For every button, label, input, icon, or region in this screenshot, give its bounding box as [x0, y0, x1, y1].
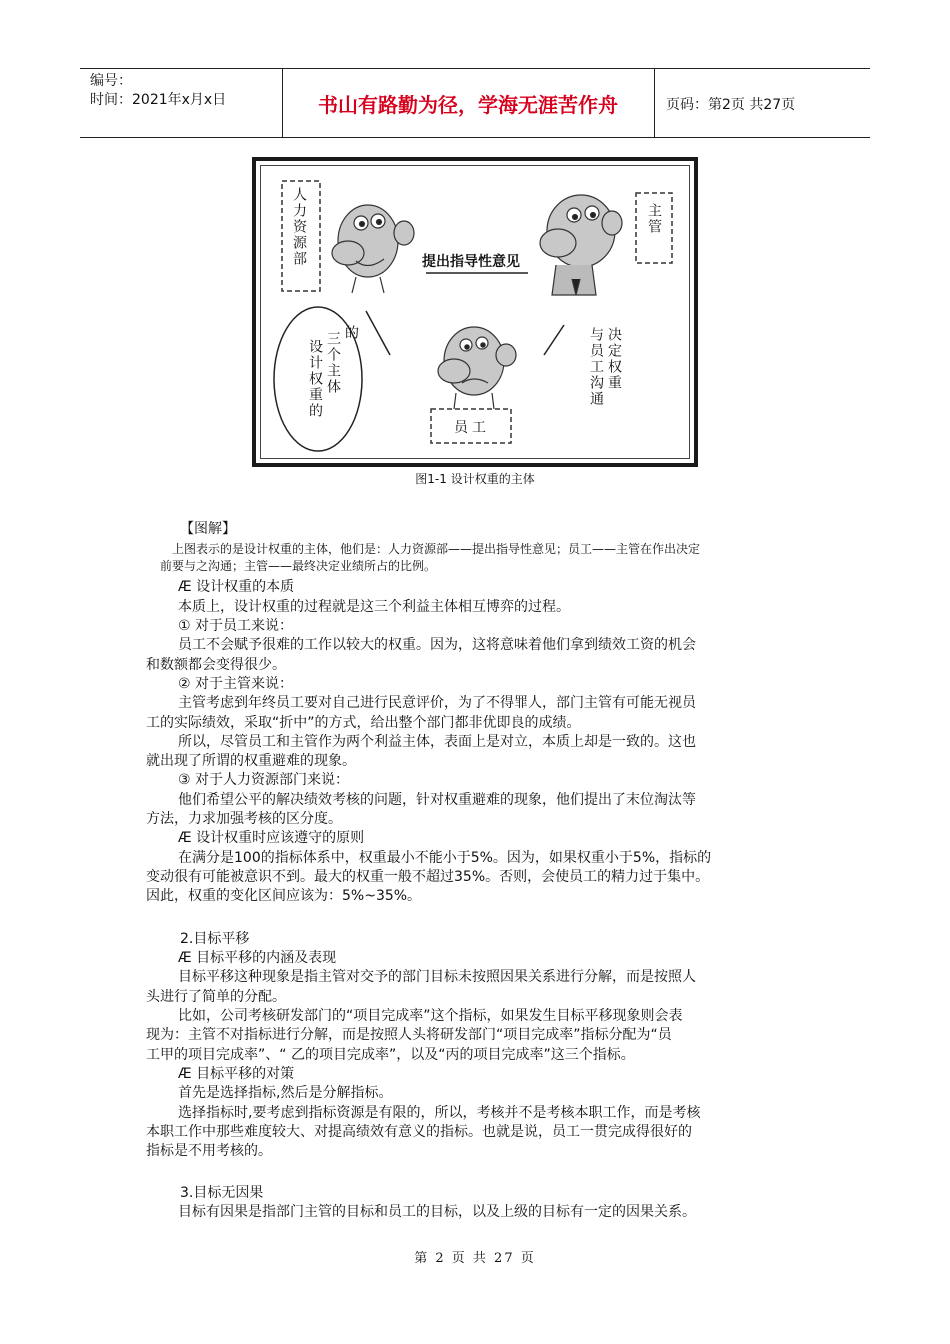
supervisor-label: 主管 [646, 203, 662, 235]
oval-text-col2: 三个主体 [325, 331, 341, 395]
hr-cartoon-icon [332, 205, 414, 293]
page-header [80, 68, 870, 138]
employee-label: 员工 [454, 420, 490, 436]
paragraph-line: 目标有因果是指部门主管的目标和员工的目标，以及上级的目标有一定的因果关系。 [178, 1204, 696, 1220]
paragraph-line: 首先是选择指标,然后是分解指标。 [178, 1085, 393, 1101]
employee-dashed-box [431, 409, 511, 443]
paragraph-line: 指标是不用考核的。 [146, 1143, 272, 1159]
figure-drawing [256, 161, 694, 463]
subheading: ③ 对于人力资源部门来说： [178, 772, 350, 788]
figure-caption: 图1-1 设计权重的主体 [415, 472, 535, 486]
paragraph-line: 和数额都会变得很少。 [146, 657, 286, 673]
subheading: Æ 设计权重的本质 [178, 579, 295, 595]
section-heading: 【图解】 [180, 521, 236, 537]
header-motto: 书山有路勤为径，学海无涯苦作舟 [318, 92, 618, 117]
subjects-oval [274, 307, 362, 451]
paragraph-line: 目标平移这种现象是指主管对交予的部门目标未按照因果关系进行分解，而是按照人 [178, 969, 696, 985]
paragraph-line: 选择指标时,要考虑到指标资源是有限的，所以，考核并不是考核本职工作，而是考核 [178, 1105, 701, 1121]
connector-line [366, 311, 390, 355]
header-page-number: 页码：第2页 共27页 [666, 97, 796, 113]
paragraph-line: 前要与之沟通；主管——最终决定业绩所占的比例。 [160, 559, 437, 573]
paragraph-line: 他们希望公平的解决绩效考核的问题，针对权重避难的现象，他们提出了末位淘汰等 [178, 792, 696, 808]
subheading: ① 对于员工来说： [178, 618, 294, 634]
subheading: Æ 目标平移的对策 [178, 1066, 295, 1082]
hr-dashed-box [282, 181, 320, 291]
paragraph-line: 工甲的项目完成率”、“ 乙的项目完成率”，以及“丙的项目完成率”这三个指标。 [146, 1047, 635, 1063]
paragraph-line: 变动很有可能被意识不到。最大的权重一般不超过35%。否则，会使员工的精力过于集中。 [146, 869, 710, 885]
paragraph-line: 方法，力求加强考核的区分度。 [146, 811, 342, 827]
paragraph-line: 本职工作中那些难度较大、对提高绩效有意义的指标。也就是说，员工一贯完成得很好的 [146, 1124, 692, 1140]
paragraph-line: 比如，公司考核研发部门的“项目完成率”这个指标，如果发生目标平移现象则会表 [178, 1008, 683, 1024]
supervisor-dashed-box [636, 193, 672, 263]
header-number: 编号： [90, 73, 132, 89]
right-text-col2: 与员工沟通 [588, 327, 604, 407]
paragraph-line: 所以，尽管员工和主管作为两个利益主体，表面上是对立，本质上却是一致的。这也 [178, 734, 696, 750]
header-date: 时间：2021年x月x日 [90, 92, 227, 108]
center-guidance-text: 提出指导性意见 [422, 254, 520, 270]
page-footer: 第 2 页 共 27 页 [414, 1251, 536, 1266]
header-divider [654, 69, 655, 137]
oval-text-col0: 的 [343, 325, 359, 341]
paragraph-line: 主管考虑到年终员工要对自己进行民意评价，为了不得罪人，部门主管有可能无视员 [178, 695, 696, 711]
subheading: Æ 设计权重时应该遵守的原则 [178, 830, 365, 846]
subheading: Æ 目标平移的内涵及表现 [178, 950, 337, 966]
paragraph-line: 就出现了所谓的权重避难的现象。 [146, 753, 356, 769]
oval-text-col1: 设计权重的 [307, 339, 323, 419]
hr-label: 人力资源部 [291, 187, 307, 267]
section-heading: 3.目标无因果 [180, 1185, 264, 1201]
paragraph-line: 上图表示的是设计权重的主体，他们是：人力资源部——提出指导性意见；员工——主管在作出决定 [172, 542, 701, 556]
section-heading: 2.目标平移 [180, 931, 250, 947]
paragraph-line: 员工不会赋予很难的工作以较大的权重。因为，这将意味着他们拿到绩效工资的机会 [178, 637, 696, 653]
header-meta [90, 72, 226, 110]
paragraph-line: 现为：主管不对指标进行分解，而是按照人头将研发部门“项目完成率”指标分配为“员 [146, 1027, 672, 1043]
paragraph-line: 在满分是100的指标体系中，权重最小不能小于5%。因为，如果权重小于5%，指标的 [178, 850, 712, 866]
figure-weight-subjects [252, 157, 698, 467]
subheading: ② 对于主管来说： [178, 676, 294, 692]
right-text-col1: 决定权重 [606, 327, 622, 391]
paragraph-line: 工的实际绩效，采取“折中”的方式，给出整个部门都非优即良的成绩。 [146, 715, 581, 731]
paragraph-line: 本质上，设计权重的过程就是这三个利益主体相互博弈的过程。 [178, 599, 570, 615]
paragraph-line: 因此，权重的变化区间应该为：5%~35%。 [146, 888, 422, 904]
supervisor-cartoon-icon [540, 195, 622, 295]
employee-cartoon-icon [438, 327, 516, 409]
connector-line [544, 325, 564, 355]
paragraph-line: 头进行了简单的分配。 [146, 989, 286, 1005]
